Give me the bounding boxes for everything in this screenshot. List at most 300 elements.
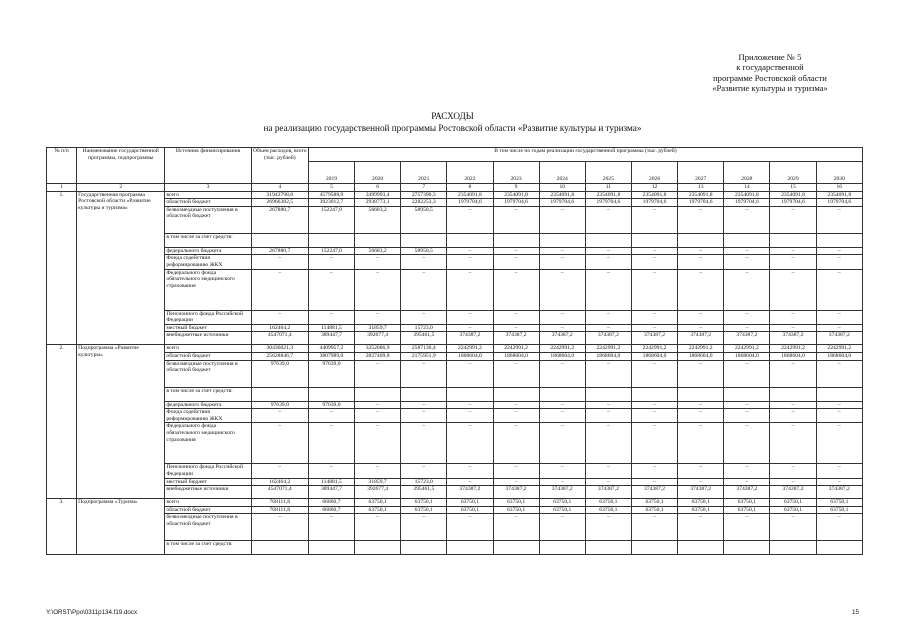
year-value: 58950,5 [401, 247, 447, 255]
year-value: 63750,1 [539, 499, 585, 507]
header-name: Наименование государственной программы, подпрограммы [77, 148, 165, 184]
total-value: 267880,7 [251, 247, 308, 255]
column-index-row [47, 184, 863, 192]
year-value: 1868604,0 [493, 352, 539, 360]
year-value [770, 541, 816, 555]
header-total: Объем расходов, всего (тыс. рублей) [251, 148, 308, 184]
year-value: – [447, 401, 493, 409]
year-value: – [770, 514, 816, 541]
year-value: – [631, 478, 677, 486]
year-value [539, 387, 585, 401]
funding-source: Фонда содействия реформированию ЖКХ [165, 409, 251, 423]
column-index: 13 [678, 184, 724, 192]
year-value: 1979704,6 [724, 199, 770, 207]
funding-source: федерального бюджета [165, 247, 251, 255]
year-value: 374387,2 [493, 332, 539, 345]
table-row [47, 387, 863, 401]
year-value: 2354091,8 [631, 191, 677, 199]
column-index: 11 [585, 184, 631, 192]
year-value: – [585, 206, 631, 233]
year-value: 63750,1 [493, 499, 539, 507]
year-value: – [493, 269, 539, 310]
year-value: 374387,2 [585, 486, 631, 499]
year-value: – [816, 464, 862, 478]
total-value: – [251, 409, 308, 423]
funding-source: местный бюджет [165, 478, 251, 486]
year-value: 63750,1 [355, 506, 401, 514]
file-path: Y:\ORST\Ppo\0311p134.f19.docx [46, 609, 138, 616]
table-row [47, 360, 863, 387]
year-value: 374387,2 [724, 486, 770, 499]
year-value: – [539, 514, 585, 541]
column-index: 5 [308, 184, 354, 192]
year-value: – [401, 514, 447, 541]
year-value: – [724, 514, 770, 541]
total-value [251, 541, 308, 555]
year-value: 374387,2 [539, 486, 585, 499]
column-index: 4 [251, 184, 308, 192]
year-value: – [401, 423, 447, 464]
year-value [447, 541, 493, 555]
year-value: 2242991,2 [816, 345, 862, 353]
year-value: 374387,2 [447, 332, 493, 345]
year-value [678, 387, 724, 401]
year-value: 389447,7 [308, 486, 354, 499]
year-value [447, 233, 493, 247]
year-value: – [631, 423, 677, 464]
year-value [401, 541, 447, 555]
table-row [47, 310, 863, 324]
funding-source: областной бюджет [165, 199, 251, 207]
year-value: – [770, 409, 816, 423]
year-value [770, 233, 816, 247]
year-value: – [678, 409, 724, 423]
year-value: – [539, 409, 585, 423]
year-value: – [308, 269, 354, 310]
year-value: 374387,2 [816, 486, 862, 499]
year-value: – [401, 464, 447, 478]
table-row [47, 486, 863, 499]
funding-source: всего [165, 345, 251, 353]
year-value: – [631, 401, 677, 409]
year-value: – [678, 423, 724, 464]
year-value: – [678, 324, 724, 332]
table-row [47, 464, 863, 478]
year-value: – [401, 255, 447, 269]
year-value: – [447, 464, 493, 478]
total-value: 25628846,7 [251, 352, 308, 360]
header-year: 2027 [678, 162, 724, 184]
appendix-line-4: «Развитие культуры и туризма» [712, 83, 828, 94]
column-index: 10 [539, 184, 585, 192]
year-value: – [631, 360, 677, 387]
year-value: 1868604,0 [447, 352, 493, 360]
year-value: – [585, 324, 631, 332]
year-value [585, 541, 631, 555]
total-value: – [251, 514, 308, 541]
year-value: – [816, 324, 862, 332]
year-value [355, 387, 401, 401]
year-value: 66860,7 [308, 506, 354, 514]
year-value: – [724, 423, 770, 464]
funding-source: безвозмездные поступления в областной бюджет [165, 514, 251, 541]
year-value: – [493, 255, 539, 269]
header-source: Источник финансирования [165, 148, 251, 184]
year-value: 63750,1 [493, 506, 539, 514]
year-value: – [585, 464, 631, 478]
year-value: – [493, 464, 539, 478]
funding-source: Пенсионного фонда Российской Федерации [165, 310, 251, 324]
header-no: № п/п [47, 148, 77, 184]
year-value [631, 233, 677, 247]
funding-source: в том числе за счет средств: [165, 541, 251, 555]
year-value [724, 387, 770, 401]
year-value: 1979704,6 [447, 199, 493, 207]
year-value: – [678, 310, 724, 324]
year-value: – [355, 409, 401, 423]
year-value: – [816, 478, 862, 486]
year-value: 15723,0 [401, 478, 447, 486]
year-value: – [539, 310, 585, 324]
year-value: 3252086,9 [355, 345, 401, 353]
year-value: – [539, 247, 585, 255]
year-value: – [816, 255, 862, 269]
column-index: 9 [493, 184, 539, 192]
funding-source: безвозмездные поступления в областной бюджет [165, 360, 251, 387]
column-index: 15 [770, 184, 816, 192]
year-value: 63750,1 [816, 499, 862, 507]
year-value: – [447, 514, 493, 541]
header-year: 2030 [816, 162, 862, 184]
year-value: 2354091,8 [816, 191, 862, 199]
total-value: 4547071,4 [251, 332, 308, 345]
year-value: – [447, 206, 493, 233]
total-value: – [251, 464, 308, 478]
year-value: – [816, 401, 862, 409]
year-value: 389447,7 [308, 332, 354, 345]
year-value: 63750,1 [724, 506, 770, 514]
year-value [631, 387, 677, 401]
year-value: – [770, 478, 816, 486]
funding-source: всего [165, 499, 251, 507]
funding-source: в том числе за счет средств: [165, 387, 251, 401]
total-value [251, 387, 308, 401]
year-value: 2354091,8 [585, 191, 631, 199]
year-value: 63750,1 [401, 506, 447, 514]
year-value: – [539, 478, 585, 486]
year-value [816, 233, 862, 247]
year-value: – [355, 423, 401, 464]
column-index: 1 [47, 184, 77, 192]
table-row [47, 255, 863, 269]
funding-source: областной бюджет [165, 352, 251, 360]
year-value [585, 387, 631, 401]
year-value: – [539, 464, 585, 478]
year-value: – [770, 401, 816, 409]
year-value: – [724, 401, 770, 409]
table-row [47, 401, 863, 409]
year-value: 374387,2 [816, 332, 862, 345]
table-row [47, 247, 863, 255]
title-line-2: на реализацию государственной программы Ростовской области «Развитие культуры и туризма» [263, 122, 642, 133]
year-value: 114881,5 [308, 478, 354, 486]
total-value: 31943798,8 [251, 191, 308, 199]
funding-source: федерального бюджета [165, 401, 251, 409]
year-value [308, 541, 354, 555]
year-value: 2354091,8 [724, 191, 770, 199]
year-value: – [539, 255, 585, 269]
year-value: 66860,7 [308, 499, 354, 507]
year-value: 2757390,3 [401, 191, 447, 199]
year-value: 1979704,6 [493, 199, 539, 207]
year-value: 374387,2 [770, 332, 816, 345]
year-value: – [770, 423, 816, 464]
year-value: – [631, 409, 677, 423]
year-value: – [678, 206, 724, 233]
year-value: – [724, 478, 770, 486]
year-value: 2242991,2 [447, 345, 493, 353]
total-value: – [251, 269, 308, 310]
year-value [447, 387, 493, 401]
year-value: 63750,1 [816, 506, 862, 514]
year-value: 63750,1 [770, 506, 816, 514]
year-value: 114881,5 [308, 324, 354, 332]
year-value: 2938773,1 [355, 199, 401, 207]
year-value: – [678, 514, 724, 541]
year-value [308, 387, 354, 401]
year-value: – [631, 247, 677, 255]
year-value: 374387,2 [539, 332, 585, 345]
year-value: – [447, 360, 493, 387]
year-value: – [539, 206, 585, 233]
year-value: – [724, 310, 770, 324]
total-value: – [251, 255, 308, 269]
year-value: – [816, 310, 862, 324]
year-value: – [631, 514, 677, 541]
year-value: – [447, 324, 493, 332]
year-value: – [308, 409, 354, 423]
year-value: 1868604,0 [585, 352, 631, 360]
year-value: – [770, 247, 816, 255]
year-value: – [401, 360, 447, 387]
funding-source: внебюджетные источники [165, 332, 251, 345]
year-value: 2242991,2 [585, 345, 631, 353]
table-row [47, 324, 863, 332]
program-name: Подпрограмма «Развитие культуры» [77, 345, 165, 499]
year-value: – [724, 206, 770, 233]
year-value: 63750,1 [539, 506, 585, 514]
header-year: 2022 [447, 162, 493, 184]
table-row [47, 332, 863, 345]
appendix-line-3: программе Ростовской области [713, 72, 827, 83]
year-value: – [355, 401, 401, 409]
year-value: 31859,7 [355, 324, 401, 332]
appendix-line-1: Приложение № 5 [738, 52, 802, 62]
year-value: – [401, 310, 447, 324]
year-value: 3499993,4 [355, 191, 401, 199]
year-value: 2354091,8 [770, 191, 816, 199]
row-number: 1. [47, 191, 77, 345]
year-value: 63750,1 [585, 499, 631, 507]
column-index: 12 [631, 184, 677, 192]
year-value: 374387,2 [447, 486, 493, 499]
header-year: 2029 [770, 162, 816, 184]
total-value: 26966382,5 [251, 199, 308, 207]
year-value: – [447, 310, 493, 324]
total-value: 267880,7 [251, 206, 308, 233]
year-value: – [493, 247, 539, 255]
year-value: – [308, 514, 354, 541]
year-value: – [816, 206, 862, 233]
year-value: 374387,2 [585, 332, 631, 345]
year-value: 395461,5 [401, 486, 447, 499]
table-row [47, 541, 863, 555]
year-value: – [355, 269, 401, 310]
page-number: 15 [852, 609, 859, 616]
year-value: 63750,1 [770, 499, 816, 507]
table-row [47, 514, 863, 541]
year-value: 3807989,0 [308, 352, 354, 360]
year-value: – [493, 423, 539, 464]
year-value: – [493, 324, 539, 332]
table-row [47, 206, 863, 233]
year-value: 58950,5 [401, 206, 447, 233]
year-value: – [401, 409, 447, 423]
year-value: 3923012,7 [308, 199, 354, 207]
year-value [816, 387, 862, 401]
total-value: 768111,8 [251, 506, 308, 514]
total-value: – [251, 423, 308, 464]
year-value: 2242991,2 [770, 345, 816, 353]
year-value: 31859,7 [355, 478, 401, 486]
year-value: – [493, 360, 539, 387]
year-value: 97639,0 [308, 401, 354, 409]
funding-source: в том числе за счет средств: [165, 233, 251, 247]
total-value: 97639,0 [251, 401, 308, 409]
funding-source: областной бюджет [165, 506, 251, 514]
year-value: – [631, 310, 677, 324]
year-value: 374387,2 [770, 486, 816, 499]
title-line-1: РАСХОДЫ [431, 111, 474, 121]
year-value: – [539, 401, 585, 409]
year-value: – [447, 423, 493, 464]
year-value: 2242991,2 [678, 345, 724, 353]
year-value [631, 541, 677, 555]
total-value: 30436021,3 [251, 345, 308, 353]
funding-source: безвозмездные поступления в областной бюджет [165, 206, 251, 233]
total-value: – [251, 310, 308, 324]
year-value: 4409957,2 [308, 345, 354, 353]
year-value: – [770, 255, 816, 269]
total-value: 162464,2 [251, 478, 308, 486]
year-value: 152247,0 [308, 206, 354, 233]
appendix-header [680, 52, 860, 94]
total-value: 4547071,4 [251, 486, 308, 499]
year-value: – [678, 464, 724, 478]
year-value: – [678, 255, 724, 269]
year-value: – [631, 324, 677, 332]
document-title [0, 111, 905, 134]
header-year: 2021 [401, 162, 447, 184]
column-index: 3 [165, 184, 251, 192]
year-value: – [539, 360, 585, 387]
year-value: 56683,2 [355, 206, 401, 233]
year-value [816, 541, 862, 555]
year-value: – [585, 360, 631, 387]
table-row [47, 409, 863, 423]
year-value: – [816, 423, 862, 464]
year-value [539, 541, 585, 555]
year-value: 2354091,8 [678, 191, 724, 199]
year-value: – [355, 360, 401, 387]
year-value: – [585, 255, 631, 269]
year-value: – [678, 269, 724, 310]
year-value: 392677,4 [355, 486, 401, 499]
year-value: – [678, 360, 724, 387]
year-value [355, 233, 401, 247]
year-value: – [631, 206, 677, 233]
year-value: 1979704,6 [816, 199, 862, 207]
total-value [251, 233, 308, 247]
year-value: – [678, 247, 724, 255]
year-value: – [585, 310, 631, 324]
column-index: 14 [724, 184, 770, 192]
year-value: – [724, 409, 770, 423]
year-value: – [493, 401, 539, 409]
year-value: 374387,2 [678, 332, 724, 345]
year-value: 63750,1 [447, 499, 493, 507]
table-row [47, 345, 863, 353]
year-value: – [585, 478, 631, 486]
year-value: – [493, 409, 539, 423]
year-value: – [724, 247, 770, 255]
year-value: – [308, 310, 354, 324]
year-value [724, 233, 770, 247]
year-value: 63750,1 [355, 499, 401, 507]
program-name: Подпрограмма «Туризм» [77, 499, 165, 555]
table-row [47, 499, 863, 507]
year-value [678, 233, 724, 247]
total-value: 97639,0 [251, 360, 308, 387]
year-value: 2242991,2 [724, 345, 770, 353]
year-value: – [678, 401, 724, 409]
year-value: 1868604,0 [724, 352, 770, 360]
row-number: 3. [47, 499, 77, 555]
year-value: 97639,0 [308, 360, 354, 387]
year-value: – [816, 269, 862, 310]
program-name: Государственная программа Ростовской области «Развитие культуры и туризма» [77, 191, 165, 345]
year-value: 63750,1 [631, 506, 677, 514]
year-value: – [355, 310, 401, 324]
year-value: – [401, 401, 447, 409]
year-value: 2827469,8 [355, 352, 401, 360]
year-value: – [816, 409, 862, 423]
year-value: 56683,2 [355, 247, 401, 255]
year-value [539, 233, 585, 247]
year-value [493, 233, 539, 247]
year-value: 374387,2 [724, 332, 770, 345]
column-index: 7 [401, 184, 447, 192]
year-value: – [770, 269, 816, 310]
year-value: – [355, 514, 401, 541]
year-value: – [493, 478, 539, 486]
table-row [47, 352, 863, 360]
year-value [724, 541, 770, 555]
year-value [401, 233, 447, 247]
year-value: – [770, 464, 816, 478]
funding-source: внебюджетные источники [165, 486, 251, 499]
year-value: – [724, 255, 770, 269]
